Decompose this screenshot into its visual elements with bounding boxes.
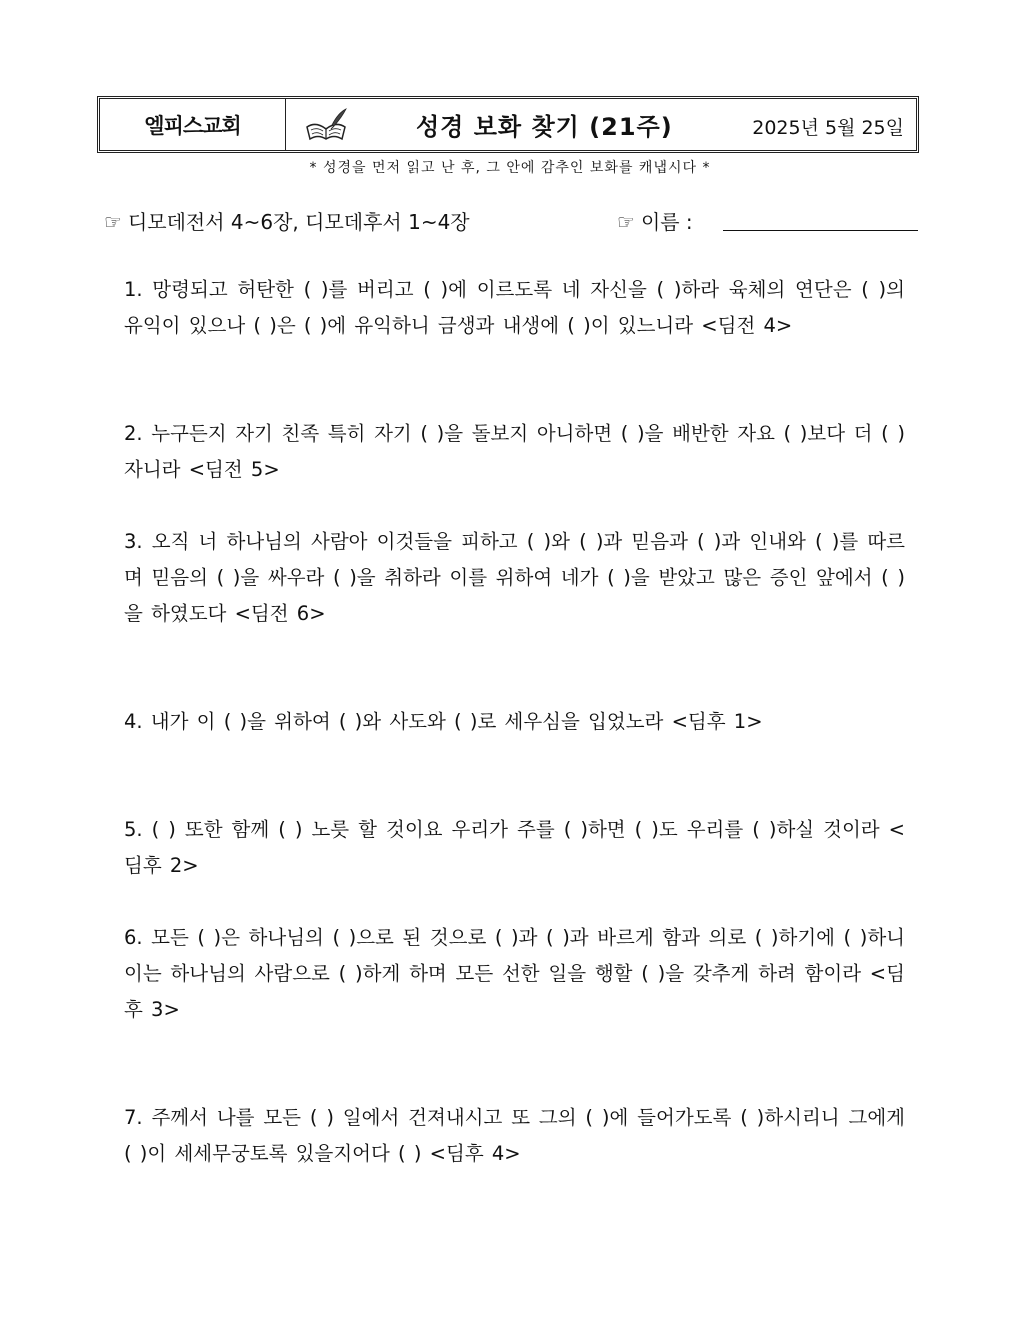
- name-field: [617, 206, 693, 235]
- title-cell: [286, 99, 916, 150]
- name-input-line[interactable]: [723, 230, 918, 231]
- worksheet-header: [97, 96, 919, 153]
- instruction-subtitle: * 성경을 먼저 읽고 난 후, 그 안에 감추인 보화를 캐냅시다 *: [309, 160, 711, 176]
- open-book-with-quill-icon: [304, 107, 348, 143]
- date: 2025년 5월 25일: [752, 117, 904, 139]
- question-1: 1. 망령되고 허탄한 ( )를 버리고 ( )에 이르도록 네 자신을 ( )하라 육체의 연단은 ( )의 유익이 있으나 ( )은 ( )에 유익하니 금생과 내생에 ( )이 있느니라 <딤전 4>: [124, 278, 905, 337]
- pointing-hand-icon: ☞: [617, 210, 635, 234]
- name-label: 이름 :: [640, 210, 693, 234]
- reading-range-text: 디모데전서 4~6장, 디모데후서 1~4장: [127, 210, 470, 234]
- reading-range: [104, 206, 470, 235]
- question-2: 2. 누구든지 자기 친족 특히 자기 ( )을 돌보지 아니하면 ( )을 배반한 자요 ( )보다 더 ( ) 자니라 <딤전 5>: [124, 422, 905, 481]
- pointing-hand-icon: ☞: [104, 210, 122, 234]
- church-name: 엘피스교회: [100, 99, 286, 150]
- question-6: 6. 모든 ( )은 하나님의 ( )으로 된 것으로 ( )과 ( )과 바르게 함과 의로 ( )하기에 ( )하니 이는 하나님의 사람으로 ( )하게 하며 모든 선한 일을 행할 ( )을 갖추게 하려 함이라 <딤후 3>: [124, 926, 905, 1021]
- question-4: 4. 내가 이 ( )을 위하여 ( )와 사도와 ( )로 세우심을 입었노라 <딤후 1>: [124, 710, 763, 733]
- page-title: 성경 보화 찾기 (21주): [416, 113, 673, 141]
- question-3: 3. 오직 너 하나님의 사람아 이것들을 피하고 ( )와 ( )과 믿음과 ( )과 인내와 ( )를 따르며 믿음의 ( )을 싸우라 ( )을 취하라 이를 위하여 네가 ( )을 받았고 많은 증인 앞에서 ( )을 하였도다 <딤전 6>: [124, 530, 905, 625]
- question-5: 5. ( ) 또한 함께 ( ) 노릇 할 것이요 우리가 주를 ( )하면 ( )도 우리를 ( )하실 것이라 <딤후 2>: [124, 818, 905, 877]
- question-7: 7. 주께서 나를 모든 ( ) 일에서 건져내시고 또 그의 ( )에 들어가도록 ( )하시리니 그에게 ( )이 세세무궁토록 있을지어다 ( ) <딤후 4>: [124, 1106, 905, 1165]
